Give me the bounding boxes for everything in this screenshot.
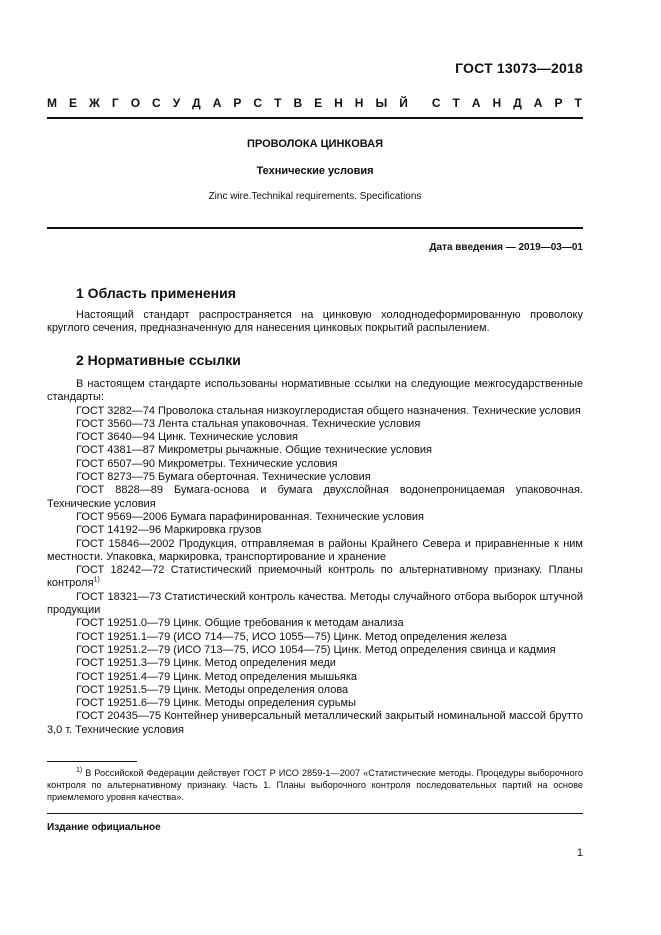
reference-text: ГОСТ 14192—96 Маркировка грузов <box>76 524 262 537</box>
reference-text: ГОСТ 6507—90 Микрометры. Технические условия <box>76 457 338 470</box>
reference-text: ГОСТ 3640—94 Цинк. Технические условия <box>76 431 298 444</box>
document-code: ГОСТ 13073—2018 <box>455 60 583 76</box>
reference-text: ГОСТ 19251.4—79 Цинк. Метод определения мышьяка <box>76 670 358 683</box>
reference-text: ГОСТ 19251.2—79 (ИСО 713—75, ИСО 1054—75) Цинк. Метод определения свинца и кадмия <box>76 643 556 656</box>
interstate-letter: Н <box>492 96 502 110</box>
document-subtitle: Технические условия <box>256 165 374 177</box>
interstate-letter: А <box>212 96 222 110</box>
reference-item <box>47 657 583 670</box>
interstate-letter: У <box>172 96 181 110</box>
reference-item <box>47 697 583 710</box>
section-1-text: Настоящий стандарт распространяется на цинковую холоднодеформированную проволоку круглого сечения, предназначенную для нанесения цинковых покрытий распылением. <box>47 309 583 335</box>
interstate-letter: А <box>533 96 543 110</box>
reference-list <box>47 405 583 737</box>
interstate-letter: С <box>431 96 441 110</box>
reference-text: ГОСТ 19251.5—79 Цинк. Методы определения олова <box>76 683 349 696</box>
footnote <box>47 767 583 803</box>
interstate-letter: Е <box>314 96 323 110</box>
interstate-letter: Н <box>354 96 364 110</box>
reference-item <box>47 484 583 511</box>
reference-text: ГОСТ 4381—87 Микрометры рычажные. Общие технические условия <box>76 444 432 457</box>
page-number: 1 <box>576 847 583 859</box>
reference-text: ГОСТ 18321—73 Статистический контроль качества. Методы случайного отбора выборок штучной продукции <box>47 590 583 617</box>
interstate-letter: Ы <box>375 96 388 110</box>
footnote-text: В Российской Федерации действует ГОСТ Р ИСО 2859-1—2007 «Статистические методы. Процедуры выборочного контроля по альтернативному признаку. Часть 1. Планы выборочного контроля последовательных партий на основе приемлемого уровня качества». <box>47 768 583 802</box>
reference-item <box>47 458 583 471</box>
footnote-rule <box>47 761 137 762</box>
edition-label: Издание официальное <box>47 822 161 833</box>
reference-item <box>47 431 583 444</box>
introduction-date: Дата введения — 2019—03—01 <box>429 242 583 253</box>
reference-text: ГОСТ 19251.1—79 (ИСО 714—75, ИСО 1055—75) Цинк. Метод определения железа <box>76 630 507 643</box>
top-rule <box>47 117 583 119</box>
interstate-letter: Т <box>574 96 582 110</box>
document-title: ПРОВОЛОКА ЦИНКОВАЯ <box>247 138 383 150</box>
interstate-letter: Т <box>274 96 282 110</box>
reference-item <box>47 684 583 697</box>
reference-item <box>47 644 583 657</box>
reference-item <box>47 511 583 524</box>
interstate-letter: О <box>130 96 141 110</box>
interstate-letter: Й <box>399 96 408 110</box>
section-2-body <box>47 378 583 737</box>
footnote-reference[interactable]: 1) <box>93 576 100 584</box>
interstate-letter: С <box>152 96 161 110</box>
reference-text: ГОСТ 3560—73 Лента стальная упаковочная. Технические условия <box>76 417 421 430</box>
interstate-letter: М <box>47 96 57 110</box>
reference-item <box>47 418 583 431</box>
section-2-heading: 2 Нормативные ссылки <box>76 352 241 368</box>
reference-text: ГОСТ 19251.6—79 Цинк. Методы определения сурьмы <box>76 697 356 710</box>
reference-item <box>47 524 583 537</box>
section-2-intro: В настоящем стандарте использованы нормативные ссылки на следующие межгосударственные стандарты: <box>47 378 583 404</box>
reference-item <box>47 405 583 418</box>
interstate-letter: А <box>471 96 481 110</box>
title-rule <box>47 227 583 229</box>
reference-item <box>47 471 583 484</box>
interstate-letter: В <box>293 96 303 110</box>
reference-text: ГОСТ 15846—2002 Продукция, отправляемая в районы Крайнего Севера и приравненные к ним местности. Упаковка, маркировка, транспортирование и хранение <box>47 537 583 563</box>
bottom-rule <box>47 813 583 814</box>
interstate-letter: С <box>253 96 263 110</box>
english-title: Zinc wire.Technikal requirements. Specifications <box>208 191 422 202</box>
reference-item <box>47 631 583 644</box>
reference-text: ГОСТ 3282—74 Проволока стальная низкоуглеродистая общего назначения. Технические условия <box>76 404 581 417</box>
reference-text: ГОСТ 8273—75 Бумага оберточная. Технические условия <box>76 471 371 484</box>
section-1-body <box>47 309 583 336</box>
interstate-letter: Н <box>334 96 343 110</box>
reference-item <box>47 538 583 565</box>
footnote-marker: 1) <box>76 766 83 774</box>
reference-item <box>47 591 583 618</box>
interstate-letter: Р <box>554 96 563 110</box>
interstate-letter: Г <box>111 96 119 110</box>
reference-text: ГОСТ 20435—75 Контейнер универсальный металлический закрытый номинальной массой брутто 3,0 т. Технические условия <box>47 710 583 736</box>
interstate-letter: Ж <box>89 96 100 110</box>
interstate-letter: Д <box>192 96 201 110</box>
reference-item <box>47 671 583 684</box>
interstate-standard-label <box>47 96 582 110</box>
reference-text: ГОСТ 9569—2006 Бумага парафинированная. Технические условия <box>76 510 425 523</box>
reference-text: ГОСТ 18242—72 Статистический приемочный контроль по альтернативному признаку. Планы контроля <box>47 564 583 590</box>
reference-text: ГОСТ 19251.3—79 Цинк. Метод определения меди <box>76 657 336 670</box>
reference-text: ГОСТ 19251.0—79 Цинк. Общие требования к методам анализа <box>76 617 404 630</box>
interstate-letter: Т <box>452 96 460 110</box>
reference-item <box>47 710 583 737</box>
reference-item <box>47 564 583 591</box>
reference-item <box>47 617 583 630</box>
interstate-letter: Д <box>513 96 522 110</box>
interstate-letter: Р <box>233 96 242 110</box>
interstate-letter: Е <box>69 96 78 110</box>
section-1-heading: 1 Область применения <box>76 285 236 301</box>
reference-text: ГОСТ 8828—89 Бумага-основа и бумага двухслойная водонепроницаемая упаковочная. Технические условия <box>47 484 583 510</box>
reference-item <box>47 444 583 457</box>
